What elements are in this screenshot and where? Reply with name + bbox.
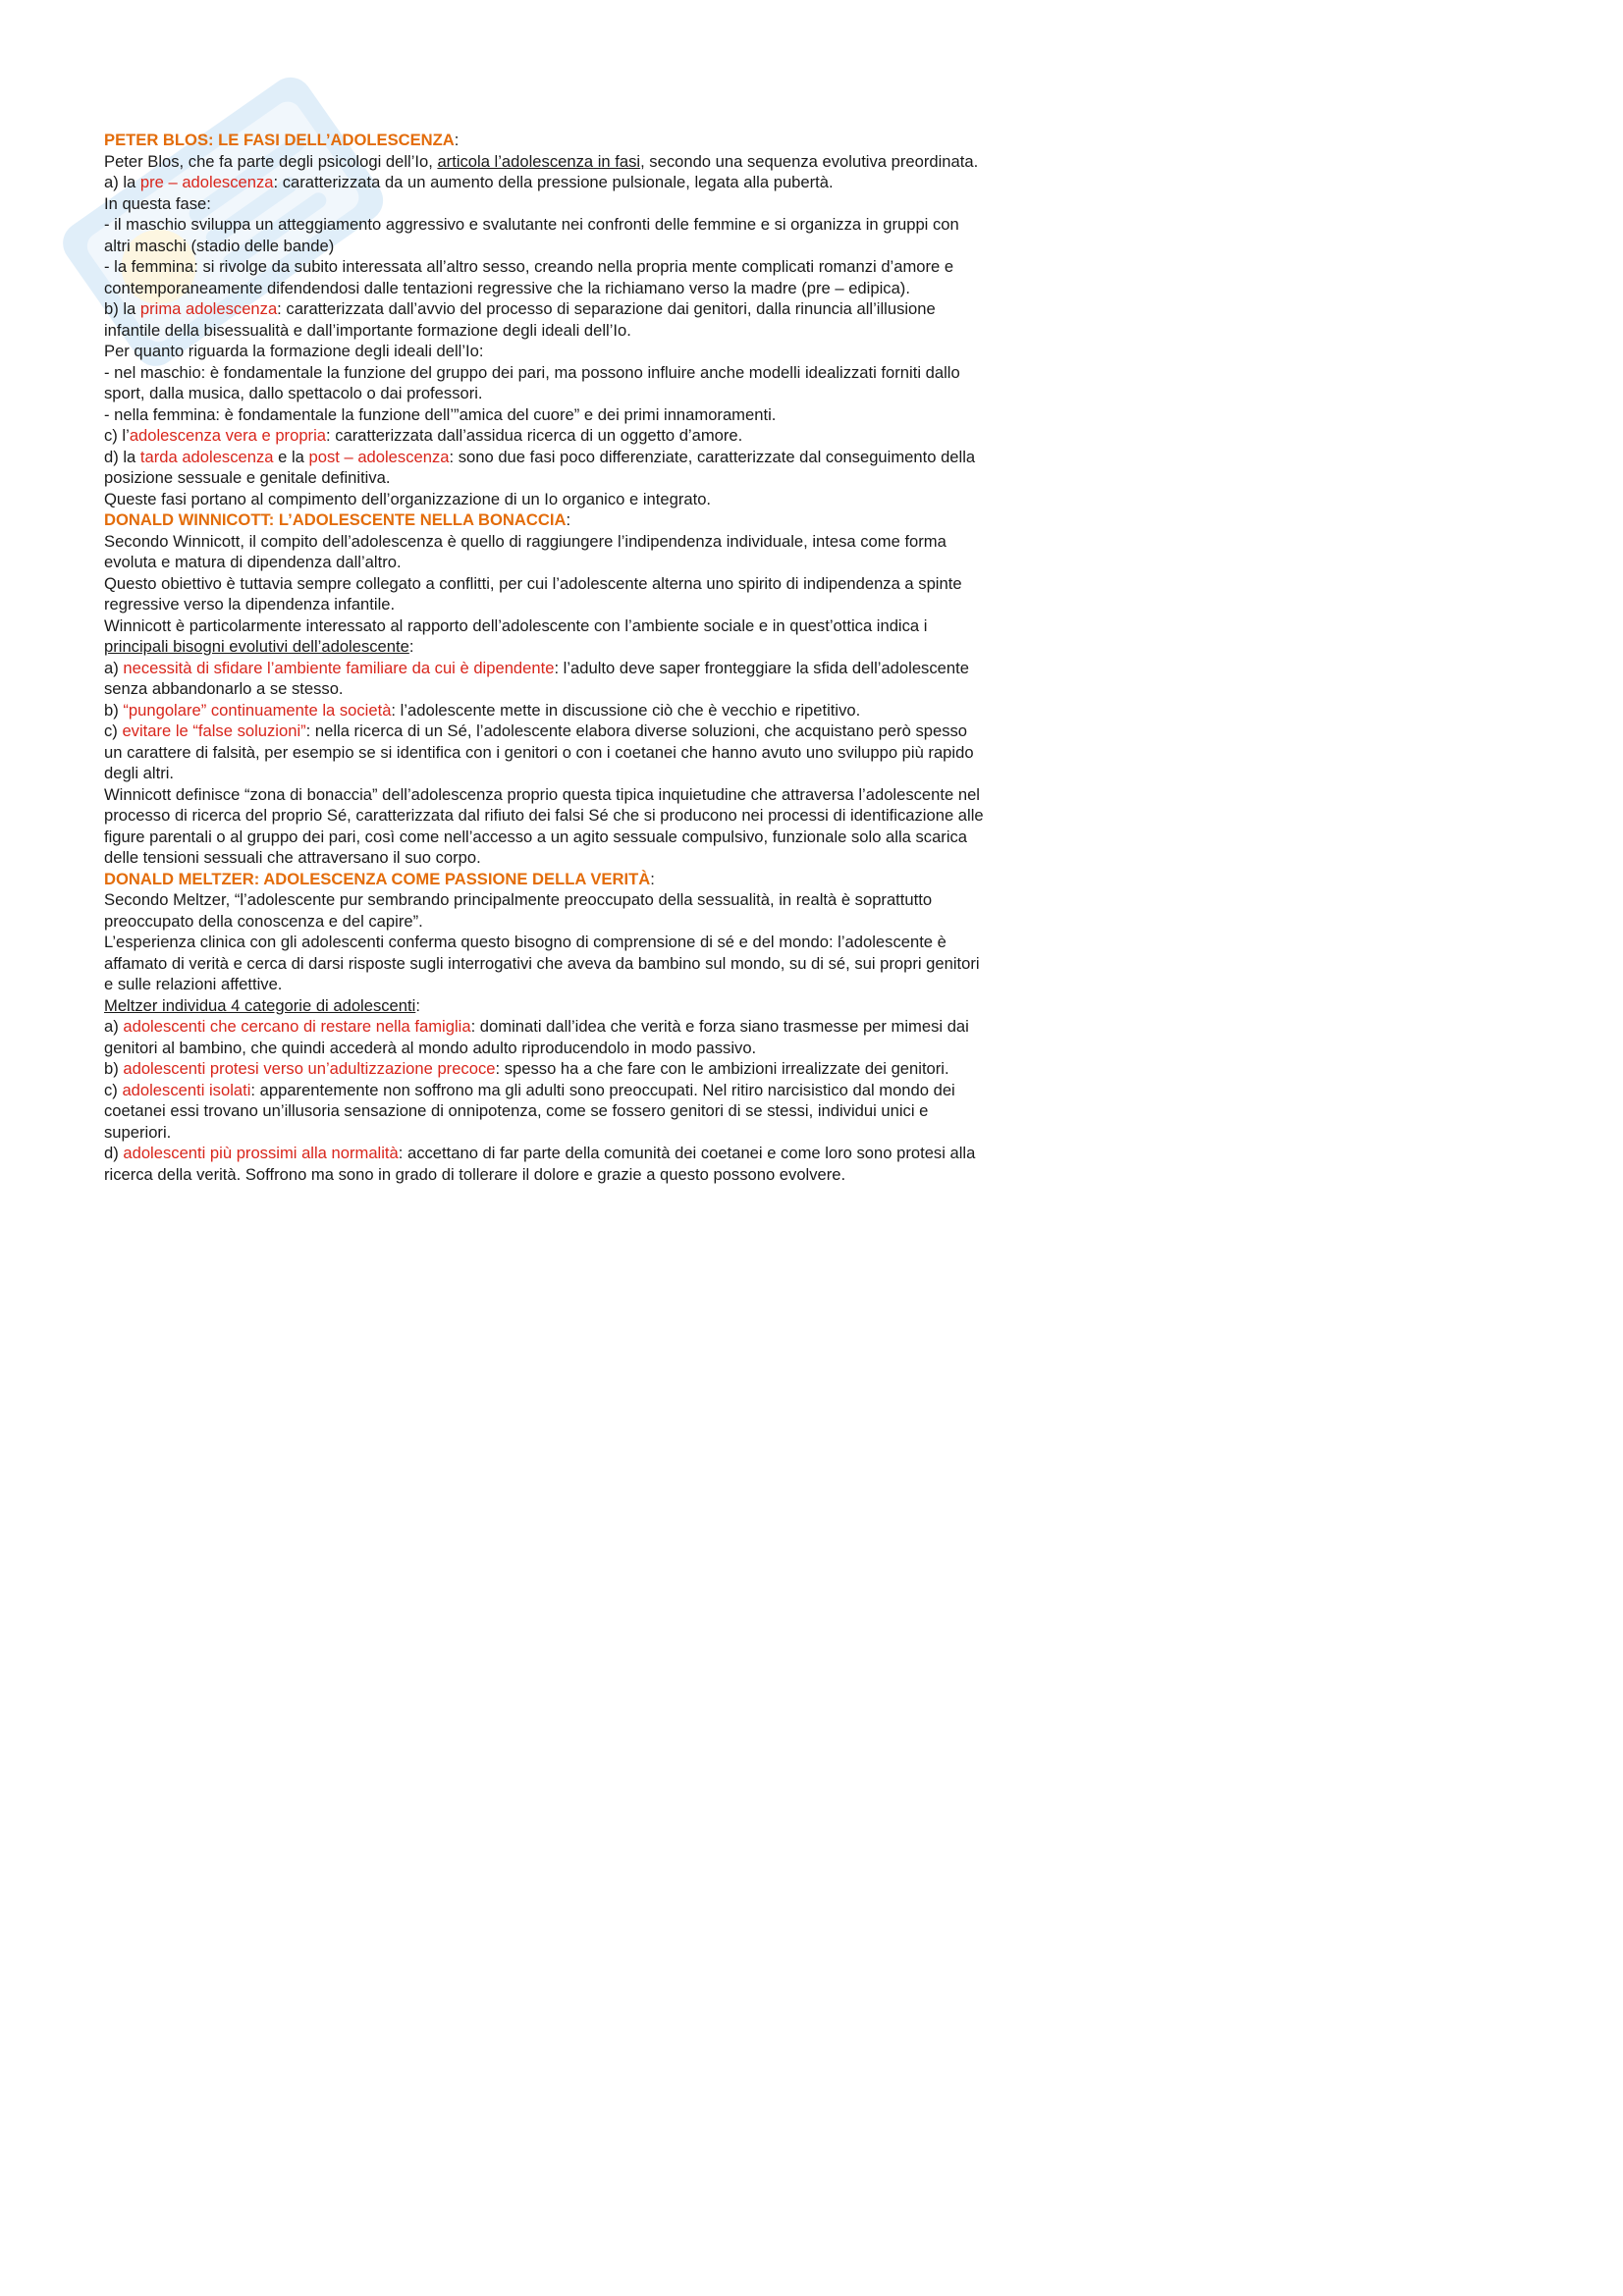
section-heading-meltzer: DONALD MELTZER: ADOLESCENZA COME PASSIONE DELLA VERITÀ: bbox=[104, 869, 655, 888]
section-heading-winnicott: DONALD WINNICOTT: L’ADOLESCENTE NELLA BONACCIA: bbox=[104, 510, 571, 529]
list-item: b) adolescenti protesi verso un’adultizzazione precoce: spesso ha a che fare con le ambizioni irrealizzate dei genitori. bbox=[104, 1059, 949, 1078]
list-item: d) adolescenti più prossimi alla normalità: accettano di far parte della comunità dei coetanei e come loro sono protesi alla ricerca della verità. Soffrono ma sono in grado di tollerare il dolore e grazie a questo possono evolvere. bbox=[104, 1144, 976, 1184]
paragraph: Winnicott definisce “zona di bonaccia” dell’adolescenza proprio questa tipica inquietudine che attraversa l’adolescente nel processo di ricerca del proprio Sé, caratterizzata dal rifiuto dei falsi Sé che si producono nei processi di identificazione alle figure parentali o al gruppo dei pari, così come nell’accesso a un agito sessuale compulsivo, funzionale solo alla scarica delle tensioni sessuali che attraversano il suo corpo. bbox=[104, 784, 984, 867]
heading-text: DONALD WINNICOTT: L’ADOLESCENTE NELLA BONACCIA bbox=[104, 510, 567, 529]
highlighted-term: necessità di sfidare l’ambiente familiare da cui è dipendente bbox=[123, 658, 555, 677]
document-page bbox=[0, 0, 1080, 1527]
list-item: c) evitare le “false soluzioni”: nella ricerca di un Sé, l’adolescente elabora diverse soluzioni, che acquistano però spesso un carattere di falsità, per esempio se si identifica con i genitori o con i coetanei che hanno avuto uno sviluppo più rapido degli altri. bbox=[104, 721, 974, 782]
underlined-phrase: articola l’adolescenza in fasi bbox=[437, 151, 641, 171]
list-item: c) l’adolescenza vera e propria: caratterizzata dall’assidua ricerca di un oggetto d’amore. bbox=[104, 426, 743, 445]
paragraph: Peter Blos, che fa parte degli psicologi dell’Io, articola l’adolescenza in fasi, secondo una sequenza evolutiva preordinata. bbox=[104, 151, 979, 171]
paragraph: In questa fase: bbox=[104, 193, 211, 213]
highlighted-term: post – adolescenza bbox=[308, 447, 450, 466]
list-item: d) la tarda adolescenza e la post – adolescenza: sono due fasi poco differenziate, caratterizzate dal conseguimento della posizione sessuale e genitale definitiva. bbox=[104, 447, 976, 487]
paragraph: Winnicott è particolarmente interessato al rapporto dell’adolescente con l’ambiente sociale e in quest’ottica indica i principali bisogni evolutivi dell’adolescente: bbox=[104, 615, 928, 656]
paragraph: Queste fasi portano al compimento dell’organizzazione di un Io organico e integrato. bbox=[104, 489, 712, 508]
highlighted-term: adolescenti più prossimi alla normalità bbox=[123, 1144, 399, 1162]
list-item: b) “pungolare” continuamente la società: l’adolescente mette in discussione ciò che è vecchio e ripetitivo. bbox=[104, 700, 861, 720]
heading-text: PETER BLOS: LE FASI DELL’ADOLESCENZA bbox=[104, 131, 455, 149]
list-item: b) la prima adolescenza: caratterizzata dall’avvio del processo di separazione dai genitori, dalla rinuncia all’illusione infantile della bisessualità e dall’importante formazione degli ideali dell’Io. bbox=[104, 299, 936, 340]
highlighted-term: “pungolare” continuamente la società bbox=[123, 700, 392, 720]
highlighted-term: prima adolescenza bbox=[139, 299, 278, 318]
highlighted-term: adolescenti protesi verso un’adultizzazione precoce bbox=[123, 1059, 496, 1078]
paragraph: - nel maschio: è fondamentale la funzione del gruppo dei pari, ma possono influire anche modelli idealizzati forniti dallo sport, dalla musica, dallo spettacolo o dai professori. bbox=[104, 362, 960, 402]
paragraph: - il maschio sviluppa un atteggiamento aggressivo e svalutante nei confronti delle femmine e si organizza in gruppi con altri maschi (stadio delle bande) bbox=[104, 215, 959, 255]
paragraph: Questo obiettivo è tuttavia sempre collegato a conflitti, per cui l’adolescente alterna uno spirito di indipendenza a spinte regressive verso la dipendenza infantile. bbox=[104, 573, 962, 614]
paragraph: Secondo Meltzer, “l’adolescente pur sembrando principalmente preoccupato della sessualità, in realtà è soprattutto preoccupato della conoscenza e del capire”. bbox=[104, 890, 933, 931]
paragraph: Per quanto riguarda la formazione degli ideali dell’Io: bbox=[104, 342, 484, 360]
highlighted-term: pre – adolescenza bbox=[139, 173, 274, 191]
underlined-phrase: Meltzer individua 4 categorie di adolescenti bbox=[104, 995, 416, 1015]
heading-text: DONALD MELTZER: ADOLESCENZA COME PASSIONE DELLA VERITÀ bbox=[104, 869, 651, 888]
highlighted-term: adolescenza vera e propria bbox=[129, 426, 326, 445]
list-item: a) necessità di sfidare l’ambiente familiare da cui è dipendente: l’adulto deve saper fronteggiare la sfida dell’adolescente senza abbandonarlo a se stesso. bbox=[104, 658, 969, 698]
list-item: a) la pre – adolescenza: caratterizzata da un aumento della pressione pulsionale, legata alla pubertà. bbox=[104, 173, 834, 191]
paragraph: - nella femmina: è fondamentale la funzione dell’”amica del cuore” e dei primi innamoramenti. bbox=[104, 404, 777, 424]
paragraph: L’esperienza clinica con gli adolescenti conferma questo bisogno di comprensione di sé e del mondo: l’adolescente è affamato di verità e cerca di darsi risposte sugli interrogativi che aveva da bambino sul mondo, su di sé, sui propri genitori e sulle relazioni affettive. bbox=[104, 933, 980, 993]
highlighted-term: evitare le “false soluzioni” bbox=[122, 721, 306, 740]
document-body bbox=[104, 130, 988, 1185]
highlighted-term: adolescenti isolati bbox=[122, 1080, 251, 1099]
section-heading-blos: PETER BLOS: LE FASI DELL’ADOLESCENZA: bbox=[104, 131, 460, 149]
highlighted-term: tarda adolescenza bbox=[139, 447, 274, 466]
underlined-phrase: principali bisogni evolutivi dell’adolescente bbox=[104, 637, 409, 656]
paragraph: Meltzer individua 4 categorie di adolescenti: bbox=[104, 995, 420, 1015]
paragraph: - la femmina: si rivolge da subito interessata all’altro sesso, creando nella propria mente complicati romanzi d’amore e contemporaneamente difendendosi dalle tentazioni regressive che la richiamano verso la madre (pre – edipica). bbox=[104, 257, 954, 297]
highlighted-term: adolescenti che cercano di restare nella famiglia bbox=[123, 1017, 471, 1036]
list-item: a) adolescenti che cercano di restare nella famiglia: dominati dall’idea che verità e forza siano trasmesse per mimesi dai genitori al bambino, che quindi accederà al mondo adulto riproducendolo in modo passivo. bbox=[104, 1017, 969, 1057]
list-item: c) adolescenti isolati: apparentemente non soffrono ma gli adulti sono preoccupati. Nel ritiro narcisistico dal mondo dei coetanei essi trovano un’illusoria sensazione di onnipotenza, come se fossero genitori di se stessi, individui unici e superiori. bbox=[104, 1080, 955, 1142]
paragraph: Secondo Winnicott, il compito dell’adolescenza è quello di raggiungere l’indipendenza individuale, intesa come forma evoluta e matura di dipendenza dall’altro. bbox=[104, 531, 947, 571]
